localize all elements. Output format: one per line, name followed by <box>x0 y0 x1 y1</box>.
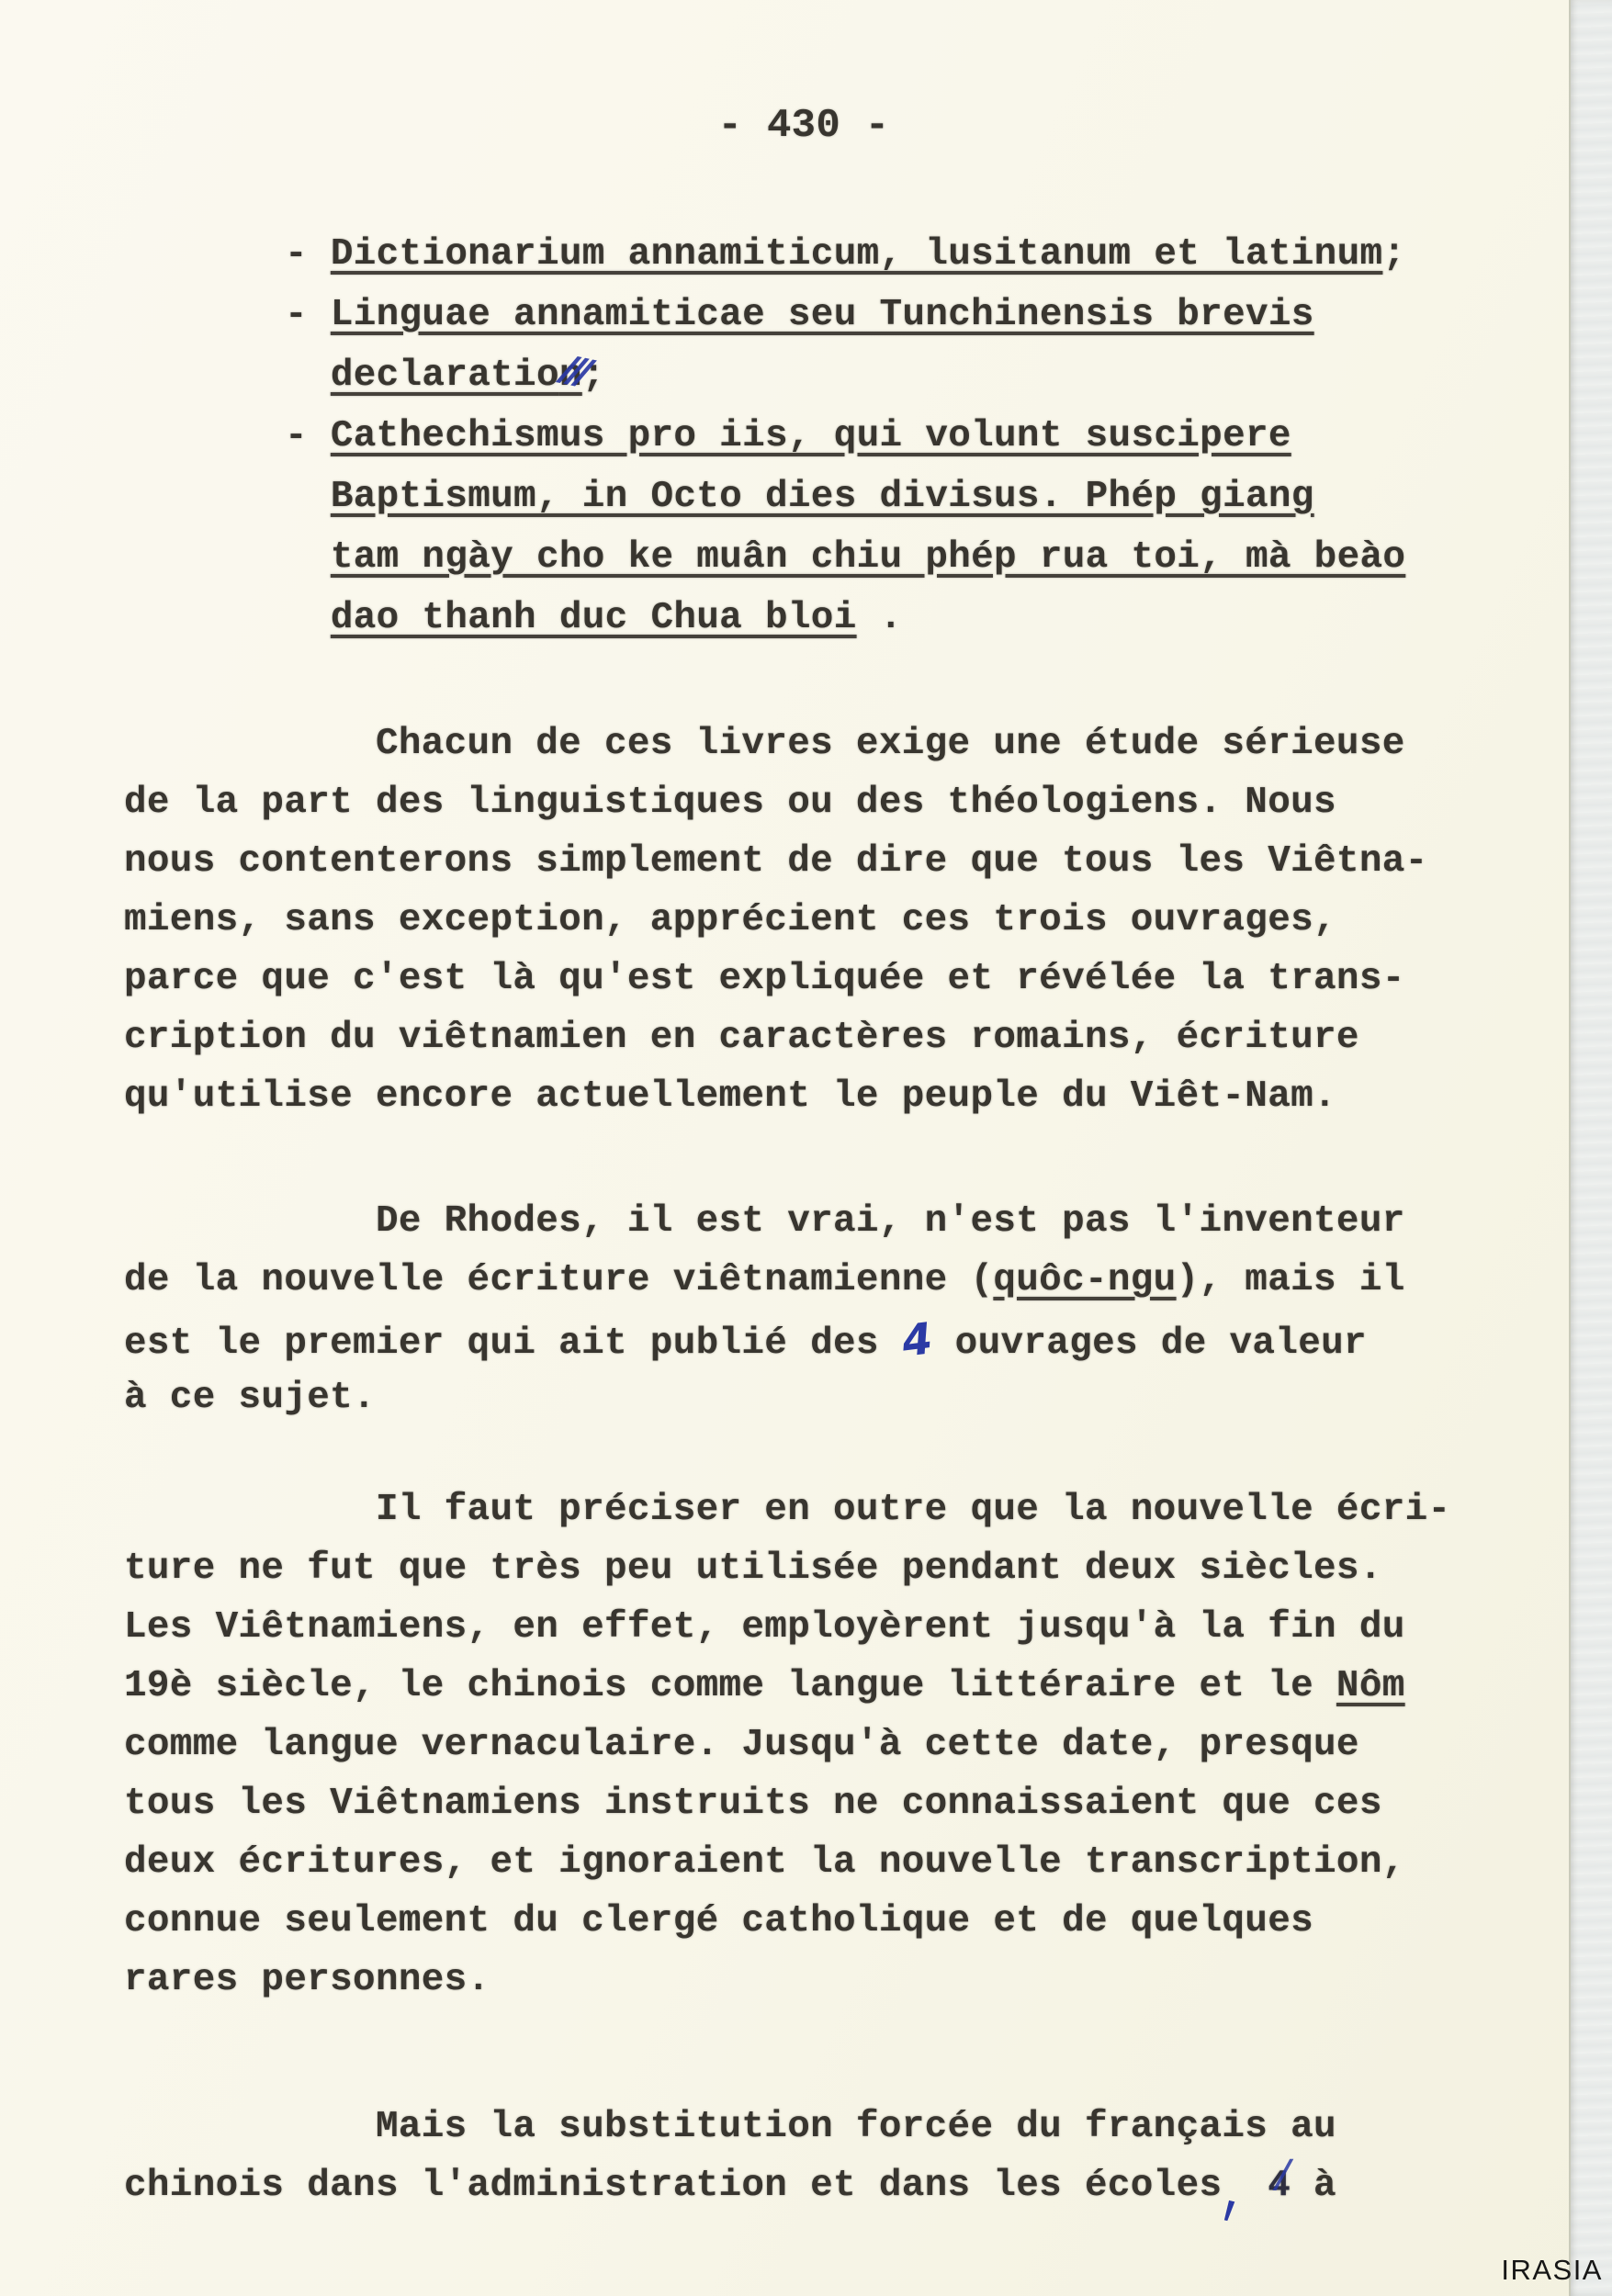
typed-line <box>124 715 1483 773</box>
typed-line <box>124 950 1483 1008</box>
underlined-title-text: declaratio <box>330 355 559 397</box>
typed-text <box>285 355 331 397</box>
typed-line <box>124 1480 1483 1539</box>
typed-line <box>285 467 1483 527</box>
typed-line <box>124 1892 1483 1951</box>
underlined-title-text: Baptismum, in Octo dies divisus. Phép giang <box>330 476 1314 518</box>
typed-text <box>285 476 331 518</box>
scan-edge-strip <box>1569 0 1612 2296</box>
typed-text: ), mais il <box>1176 1259 1405 1301</box>
typed-text: Chacun de ces livres exige une étude sérieuse <box>124 723 1405 765</box>
typed-text: cription du viêtnamien en caractères romains, écriture <box>124 1017 1359 1059</box>
typed-line <box>285 527 1483 588</box>
typed-text: à ce sujet. <box>124 1377 376 1419</box>
typed-text: ; <box>1382 233 1406 276</box>
page-number: - 430 - <box>717 103 890 149</box>
typed-text: nous contenterons simplement de dire que tous les Viêtna- <box>124 840 1428 883</box>
typed-line <box>285 588 1483 648</box>
typed-line <box>285 345 1483 406</box>
book-title-list <box>124 224 1483 648</box>
typed-line <box>124 1657 1483 1716</box>
typed-text: ; <box>581 355 605 397</box>
typed-text <box>1245 2165 1268 2207</box>
typed-text <box>285 536 331 579</box>
typed-text: - <box>285 415 331 457</box>
typed-line <box>285 285 1483 345</box>
typed-line <box>124 1310 1483 1368</box>
typed-line <box>124 1716 1483 1774</box>
typed-text: parce que c'est là qu'est expliquée et révélée la trans- <box>124 958 1405 1000</box>
typed-text: Il faut préciser en outre que la nouvelle écri- <box>124 1489 1451 1531</box>
paragraph <box>124 1480 1483 2009</box>
typed-line <box>124 1368 1483 1427</box>
typed-text: qu'utilise encore actuellement le peuple du Viêt-Nam. <box>124 1075 1336 1118</box>
paragraph <box>124 715 1483 1126</box>
typed-text: 19è siècle, le chinois comme langue littéraire et le <box>124 1665 1336 1707</box>
pen-numeral: 4 <box>898 1313 936 1367</box>
typed-text: de la part des linguistiques ou des théologiens. Nous <box>124 782 1336 824</box>
underlined-title-text: Dictionarium annamiticum, lusitanum et latinum <box>330 233 1383 276</box>
typed-text: tous les Viêtnamiens instruits ne connaissaient que ces <box>124 1783 1382 1825</box>
typed-line <box>124 1774 1483 1833</box>
typed-text: De Rhodes, il est vrai, n'est pas l'inventeur <box>124 1200 1405 1243</box>
underlined-title-text: Linguae annamiticae seu Tunchinensis brevis <box>330 294 1314 336</box>
typed-text: chinois dans l'administration et dans les écoles <box>124 2165 1223 2207</box>
typed-line <box>124 2098 1483 2156</box>
typed-text: ture ne fut que très peu utilisée pendant deux siècles. <box>124 1548 1382 1590</box>
typed-line <box>124 891 1483 950</box>
paragraph <box>124 1192 1483 1427</box>
underlined-title-text: quôc-ngu <box>993 1259 1177 1301</box>
underlined-title-text: dao thanh duc Chua bloi <box>330 597 857 639</box>
pen-scribble-mark: n /// <box>559 355 582 397</box>
typed-text: connue seulement du clergé catholique et de quelques <box>124 1900 1314 1942</box>
typed-text: rares personnes. <box>124 1959 490 2001</box>
typed-text: . <box>856 597 903 639</box>
typed-line <box>285 406 1483 467</box>
typed-line <box>124 832 1483 891</box>
typed-text: Mais la substitution forcée du français au <box>124 2106 1336 2148</box>
typed-text: miens, sans exception, apprécient ces trois ouvrages, <box>124 899 1336 941</box>
paragraph <box>124 2098 1483 2234</box>
typed-line <box>124 1067 1483 1126</box>
typed-line <box>124 1008 1483 1067</box>
typed-line <box>124 1951 1483 2009</box>
typed-text: à <box>1291 2165 1336 2207</box>
underlined-title-text: Nôm <box>1336 1665 1405 1707</box>
typed-text: ouvrages de valeur <box>931 1322 1367 1365</box>
overstruck-mark: 4 ∕ <box>1268 2156 1291 2215</box>
typed-text: comme langue vernaculaire. Jusqu'à cette date, presque <box>124 1724 1359 1766</box>
typed-line <box>124 1539 1483 1598</box>
typed-line <box>124 1833 1483 1892</box>
typed-text: Les Viêtnamiens, en effet, employèrent jusqu'à la fin du <box>124 1606 1405 1649</box>
typed-text: de la nouvelle écriture viêtnamienne ( <box>124 1259 994 1301</box>
typed-text: - <box>285 294 331 336</box>
irasia-watermark: IRASIA <box>1501 2254 1603 2286</box>
typed-text: est le premier qui ait publié des <box>124 1322 902 1365</box>
typed-text: deux écritures, et ignoraient la nouvelle transcription, <box>124 1841 1405 1884</box>
typed-line <box>124 2156 1483 2234</box>
typed-text: - <box>285 233 331 276</box>
underlined-title-text: tam ngày cho ke muân chiu phép rua toi, mà beào <box>330 536 1406 579</box>
typed-line <box>285 224 1483 285</box>
typed-line <box>124 773 1483 832</box>
typed-line <box>124 1598 1483 1657</box>
typed-line <box>124 1251 1483 1310</box>
pen-comma: , <box>1219 2156 1248 2234</box>
typed-text <box>285 597 331 639</box>
underlined-title-text: Cathechismus pro iis, qui volunt suscipere <box>330 415 1291 457</box>
typed-line <box>124 1192 1483 1251</box>
